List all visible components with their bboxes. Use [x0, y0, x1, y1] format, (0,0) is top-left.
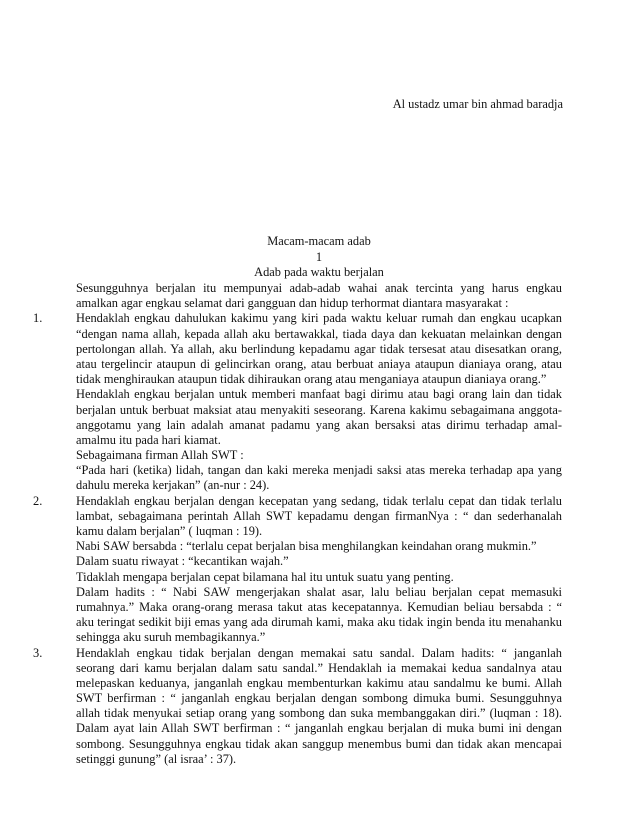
line-text: melepaskan keduanya, janganlah engkau membenturkan kakimu atau sandalmu ke bumi. Allah [76, 675, 562, 690]
line-text: allah tidak menyukai setiap orang yang sombong dan suka membanggakan diri.” (luqman : 18). [76, 706, 562, 721]
line-text: seorang dari kamu berjalan dalam satu sandal.” Hendaklah ia memakai kedua sandalnya atau [76, 660, 562, 675]
line-text: Tidaklah mengapa berjalan cepat bilamana hal itu untuk suatu yang penting. [76, 569, 454, 584]
text-line [76, 463, 562, 478]
text-line [76, 418, 562, 433]
text-line [76, 387, 562, 402]
text-line [76, 600, 562, 615]
line-text: pertolongan allah. Ya allah, aku berlindung kepadamu agar tidak tersesat atau disesatkan orang, [76, 341, 562, 356]
line-text: berjalan untuk berbuat maksiat atau menyakiti seseorang. Karena kakimu sebagaimana anggota- [76, 402, 562, 417]
line-text: amalkan agar engkau selamat dari gangguan dan hidup terhormat diantara masyarakat : [76, 296, 509, 311]
text-line [33, 493, 562, 509]
text-line [33, 311, 562, 326]
text-line [76, 752, 562, 767]
line-text: sehingga aku suruh membagikannya.” [76, 630, 266, 645]
line-text: “Pada hari (ketika) lidah, tangan dan kaki mereka menjadi saksi atas mereka terhadap apa yang [76, 463, 562, 478]
list-number: 3. [33, 645, 43, 660]
text-line [76, 676, 562, 691]
line-text: dahulu mereka kerjakan” (an-nur : 24). [76, 478, 270, 493]
author-name: Al ustadz umar bin ahmad baradja [392, 97, 563, 111]
line-text: SWT berfirman : “ janganlah engkau berjalan dengan sombong dimuka bumi. Sesungguhnya [76, 691, 562, 706]
line-text: tidak menghiraukan ataupun tidak dihiraukan orang atau menganiaya ataupun dianiaya orang.” [76, 372, 547, 387]
line-text: aku teringat sedikit biji emas yang ada dirumah kami, maka aku tidak ingin benda itu menahanku [76, 615, 562, 630]
text-line [76, 342, 562, 357]
line-text: Hendaklah engkau tidak berjalan dengan memakai satu sandal. Dalam hadits: “ janganlah [76, 645, 562, 660]
text-line [76, 281, 562, 296]
text-line [76, 448, 562, 463]
text-line [76, 296, 562, 311]
text-line [76, 372, 562, 387]
line-text: kamu dalam berjalan” ( luqman : 19). [76, 524, 263, 538]
line-text: Dalam ayat lain Allah SWT berfirman : “ janganlah engkau berjalan di muka bumi ini dengan [76, 721, 562, 736]
line-text: Dalam suatu riwayat : “kecantikan wajah.” [76, 554, 289, 569]
text-line [76, 357, 562, 372]
text-line [76, 661, 562, 676]
line-text: Hendaklah engkau dahulukan kakimu yang kiri pada waktu keluar rumah dan engkau ucapkan [76, 311, 562, 326]
text-line [76, 478, 562, 493]
chapter-title: Adab pada waktu berjalan [254, 265, 384, 279]
line-text: Sesungguhnya berjalan itu mempunyai adab-adab wahai anak tercinta yang harus engkau [76, 281, 562, 295]
text-line [76, 433, 562, 448]
text-line [76, 706, 562, 721]
text-line [33, 645, 562, 661]
line-text: Hendaklah engkau berjalan untuk memberi manfaat bagi dirimu atau bagi orang lain dan tidak [76, 387, 562, 402]
text-line [76, 615, 562, 630]
text-line [76, 630, 562, 645]
line-text: sombong. Sesungguhnya engkau tidak akan sanggup menembus bumi dan tidak akan mencapai [76, 736, 562, 751]
text-line [76, 585, 562, 600]
list-number: 1. [33, 311, 43, 326]
line-text: amalmu itu pada hari kiamat. [76, 432, 221, 447]
text-line [76, 524, 562, 539]
document-title: Macam-macam adab [267, 234, 371, 248]
text-line [76, 721, 562, 736]
text-line [76, 509, 562, 524]
text-line [76, 570, 562, 585]
line-text: rumahnya.” Maka orang-orang merasa takut atas kecepatannya. Kemudian beliau bersabda : “ [76, 599, 562, 614]
list-number: 2. [33, 493, 43, 508]
line-text: Sebagaimana firman Allah SWT : [76, 448, 244, 463]
line-text: setinggi gunung” (al israa’ : 37). [76, 751, 237, 766]
text-line [76, 554, 562, 569]
line-text: anggotamu yang lain adalah amanat padamu yang akan bersaksi atas dirimu terhadap amal- [76, 417, 562, 432]
line-text: “dengan nama allah, kepada allah aku bertawakkal, tiada daya dan kekuatan melainkan dengan [76, 326, 562, 341]
line-text: Dalam hadits : “ Nabi SAW mengerjakan shalat asar, lalu beliau berjalan cepat memasuki [76, 584, 562, 599]
text-line [76, 327, 562, 342]
text-line [76, 403, 562, 418]
line-text: Hendaklah engkau berjalan dengan kecepatan yang sedang, tidak terlalu cepat dan tidak terlalu [76, 493, 562, 508]
line-text: atau tergelincir ataupun di gelincirkan orang, atau berbuat aniaya ataupun dianiaya orang, atau [76, 356, 562, 371]
text-line [76, 539, 562, 554]
document-body [33, 281, 562, 767]
text-line [76, 691, 562, 706]
line-text: Nabi SAW bersabda : “terlalu cepat berjalan bisa menghilangkan keindahan orang mukmin.” [76, 539, 537, 554]
text-line [76, 737, 562, 752]
chapter-number: 1 [315, 250, 323, 264]
line-text: lambat, sebagaimana perintah Allah SWT kepadamu dengan firmanNya : “ dan sederhanalah [76, 508, 562, 523]
